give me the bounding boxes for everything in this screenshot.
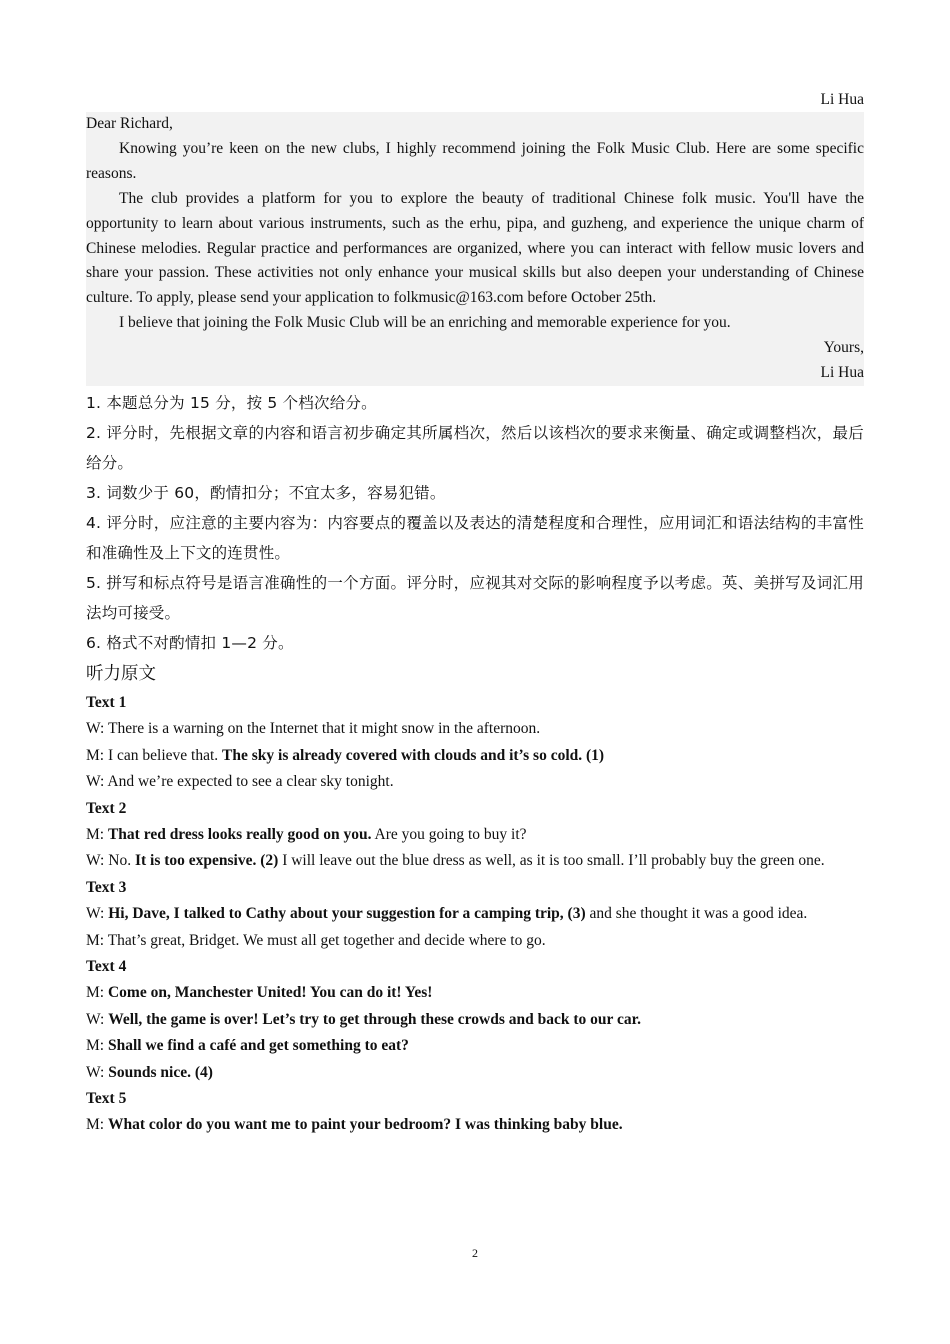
dialogue-line <box>86 743 864 769</box>
scoring-rule: 5. 拼写和标点符号是语言准确性的一个方面。评分时，应视其对交际的影响程度予以考虑。英、美拼写及词汇用法均可接受。 <box>86 573 864 622</box>
dialogue-text: And we’re expected to see a clear sky tonight. <box>104 773 394 791</box>
dialogue-text: and she thought it was a good idea. <box>585 905 808 923</box>
dialogue-key-text: Sounds nice. (4) <box>108 1063 213 1081</box>
sample-letter <box>86 112 864 386</box>
dialogue-key-text: Shall we find a café and get something to eat? <box>107 1037 409 1055</box>
dialogue-line <box>86 980 864 1006</box>
dialogue-key-text: What color do you want me to paint your bedroom? I was thinking baby blue. <box>107 1116 623 1134</box>
dialogue-line <box>86 848 864 874</box>
dialogue-text: There is a warning on the Internet that it might snow in the afternoon. <box>104 720 541 738</box>
scoring-rule: 1. 本题总分为 15 分，按 5 个档次给分。 <box>86 393 377 412</box>
dialogue-line <box>86 928 864 954</box>
letter-greeting: Dear Richard, <box>86 115 173 132</box>
transcript-label: Text 2 <box>86 799 127 817</box>
speaker-label: W: <box>86 852 105 870</box>
scoring-rule: 2. 评分时，先根据文章的内容和语言初步确定其所属档次，然后以该档次的要求来衡量、确定或调整档次，最后给分。 <box>86 423 864 472</box>
dialogue-text: That’s great, Bridget. We must all get together and decide where to go. <box>104 931 546 949</box>
dialogue-line <box>86 901 864 927</box>
scoring-rule: 6. 格式不对酌情扣 1—2 分。 <box>86 633 294 652</box>
speaker-label: M: <box>86 746 105 764</box>
page-number: 2 <box>472 1246 478 1260</box>
transcript-label: Text 5 <box>86 1090 127 1108</box>
speaker-label: M: <box>86 984 105 1002</box>
dialogue-text: Are you going to buy it? <box>371 826 527 843</box>
speaker-label: W: <box>86 773 105 791</box>
dialogue-line <box>86 769 864 795</box>
letter-top-name: Li Hua <box>820 91 864 108</box>
dialogue-line <box>86 1112 864 1138</box>
dialogue-key-text: It is too expensive. (2) <box>134 852 279 870</box>
document-page <box>86 88 864 1139</box>
dialogue-key-text: Hi, Dave, I talked to Cathy about your suggestion for a camping trip, (3) <box>108 905 586 923</box>
dialogue-key-text: The sky is already covered with clouds and it’s so cold. (1) <box>222 746 605 764</box>
letter-paragraph-1: Knowing you’re keen on the new clubs, I highly recommend joining the Folk Music Club. Here are some specific reasons. <box>86 139 864 182</box>
speaker-label: W: <box>86 905 105 923</box>
transcript-label: Text 4 <box>86 958 127 976</box>
dialogue-line <box>86 716 864 742</box>
transcript-label: Text 3 <box>86 878 127 896</box>
letter-signature: Li Hua <box>820 364 864 382</box>
speaker-label: M: <box>86 1116 105 1134</box>
speaker-label: W: <box>86 720 105 738</box>
letter-paragraph-2: The club provides a platform for you to explore the beauty of traditional Chinese folk music. You'll have the opportunity to learn about various instruments, such as the erhu, pipa, and guzheng, and experience the unique charm of Chinese melodies. Regular practice and performances are organized, where you can interact with fellow music lovers and share your passion. These activities not only enhance your musical skills but also deepen your understanding of Chinese culture. To apply, please send your application to folkmusic@163.com before October 25th. <box>86 189 864 307</box>
scoring-rule: 4. 评分时，应注意的主要内容为：内容要点的覆盖以及表达的清楚程度和合理性，应用词汇和语法结构的丰富性和准确性及上下文的连贯性。 <box>86 513 864 562</box>
section-title: 听力原文 <box>86 663 156 684</box>
dialogue-line <box>86 1033 864 1059</box>
scoring-rule: 3. 词数少于 60，酌情扣分；不宜太多，容易犯错。 <box>86 483 446 502</box>
transcript-label: Text 1 <box>86 693 127 711</box>
letter-closing: Yours, <box>823 339 864 357</box>
listening-transcripts <box>86 690 864 1139</box>
speaker-label: W: <box>86 1010 105 1028</box>
dialogue-key-text: That red dress looks really good on you. <box>107 826 372 843</box>
letter-paragraph-3: I believe that joining the Folk Music Club will be an enriching and memorable experience for you. <box>119 314 731 332</box>
speaker-label: W: <box>86 1063 105 1081</box>
dialogue-text: I can believe that. <box>104 746 223 764</box>
dialogue-line <box>86 1060 864 1086</box>
dialogue-text: No. <box>104 852 135 870</box>
speaker-label: M: <box>86 1037 105 1055</box>
scoring-rules <box>86 388 864 658</box>
dialogue-line <box>86 1007 864 1033</box>
speaker-label: M: <box>86 931 105 949</box>
speaker-label: M: <box>86 826 105 843</box>
dialogue-key-text: Well, the game is over! Let’s try to get through these crowds and back to our car. <box>108 1010 641 1028</box>
dialogue-line <box>86 822 864 848</box>
dialogue-text: I will leave out the blue dress as well, as it is too small. I’ll probably buy the green one. <box>278 852 825 870</box>
dialogue-key-text: Come on, Manchester United! You can do it! Yes! <box>107 984 433 1002</box>
